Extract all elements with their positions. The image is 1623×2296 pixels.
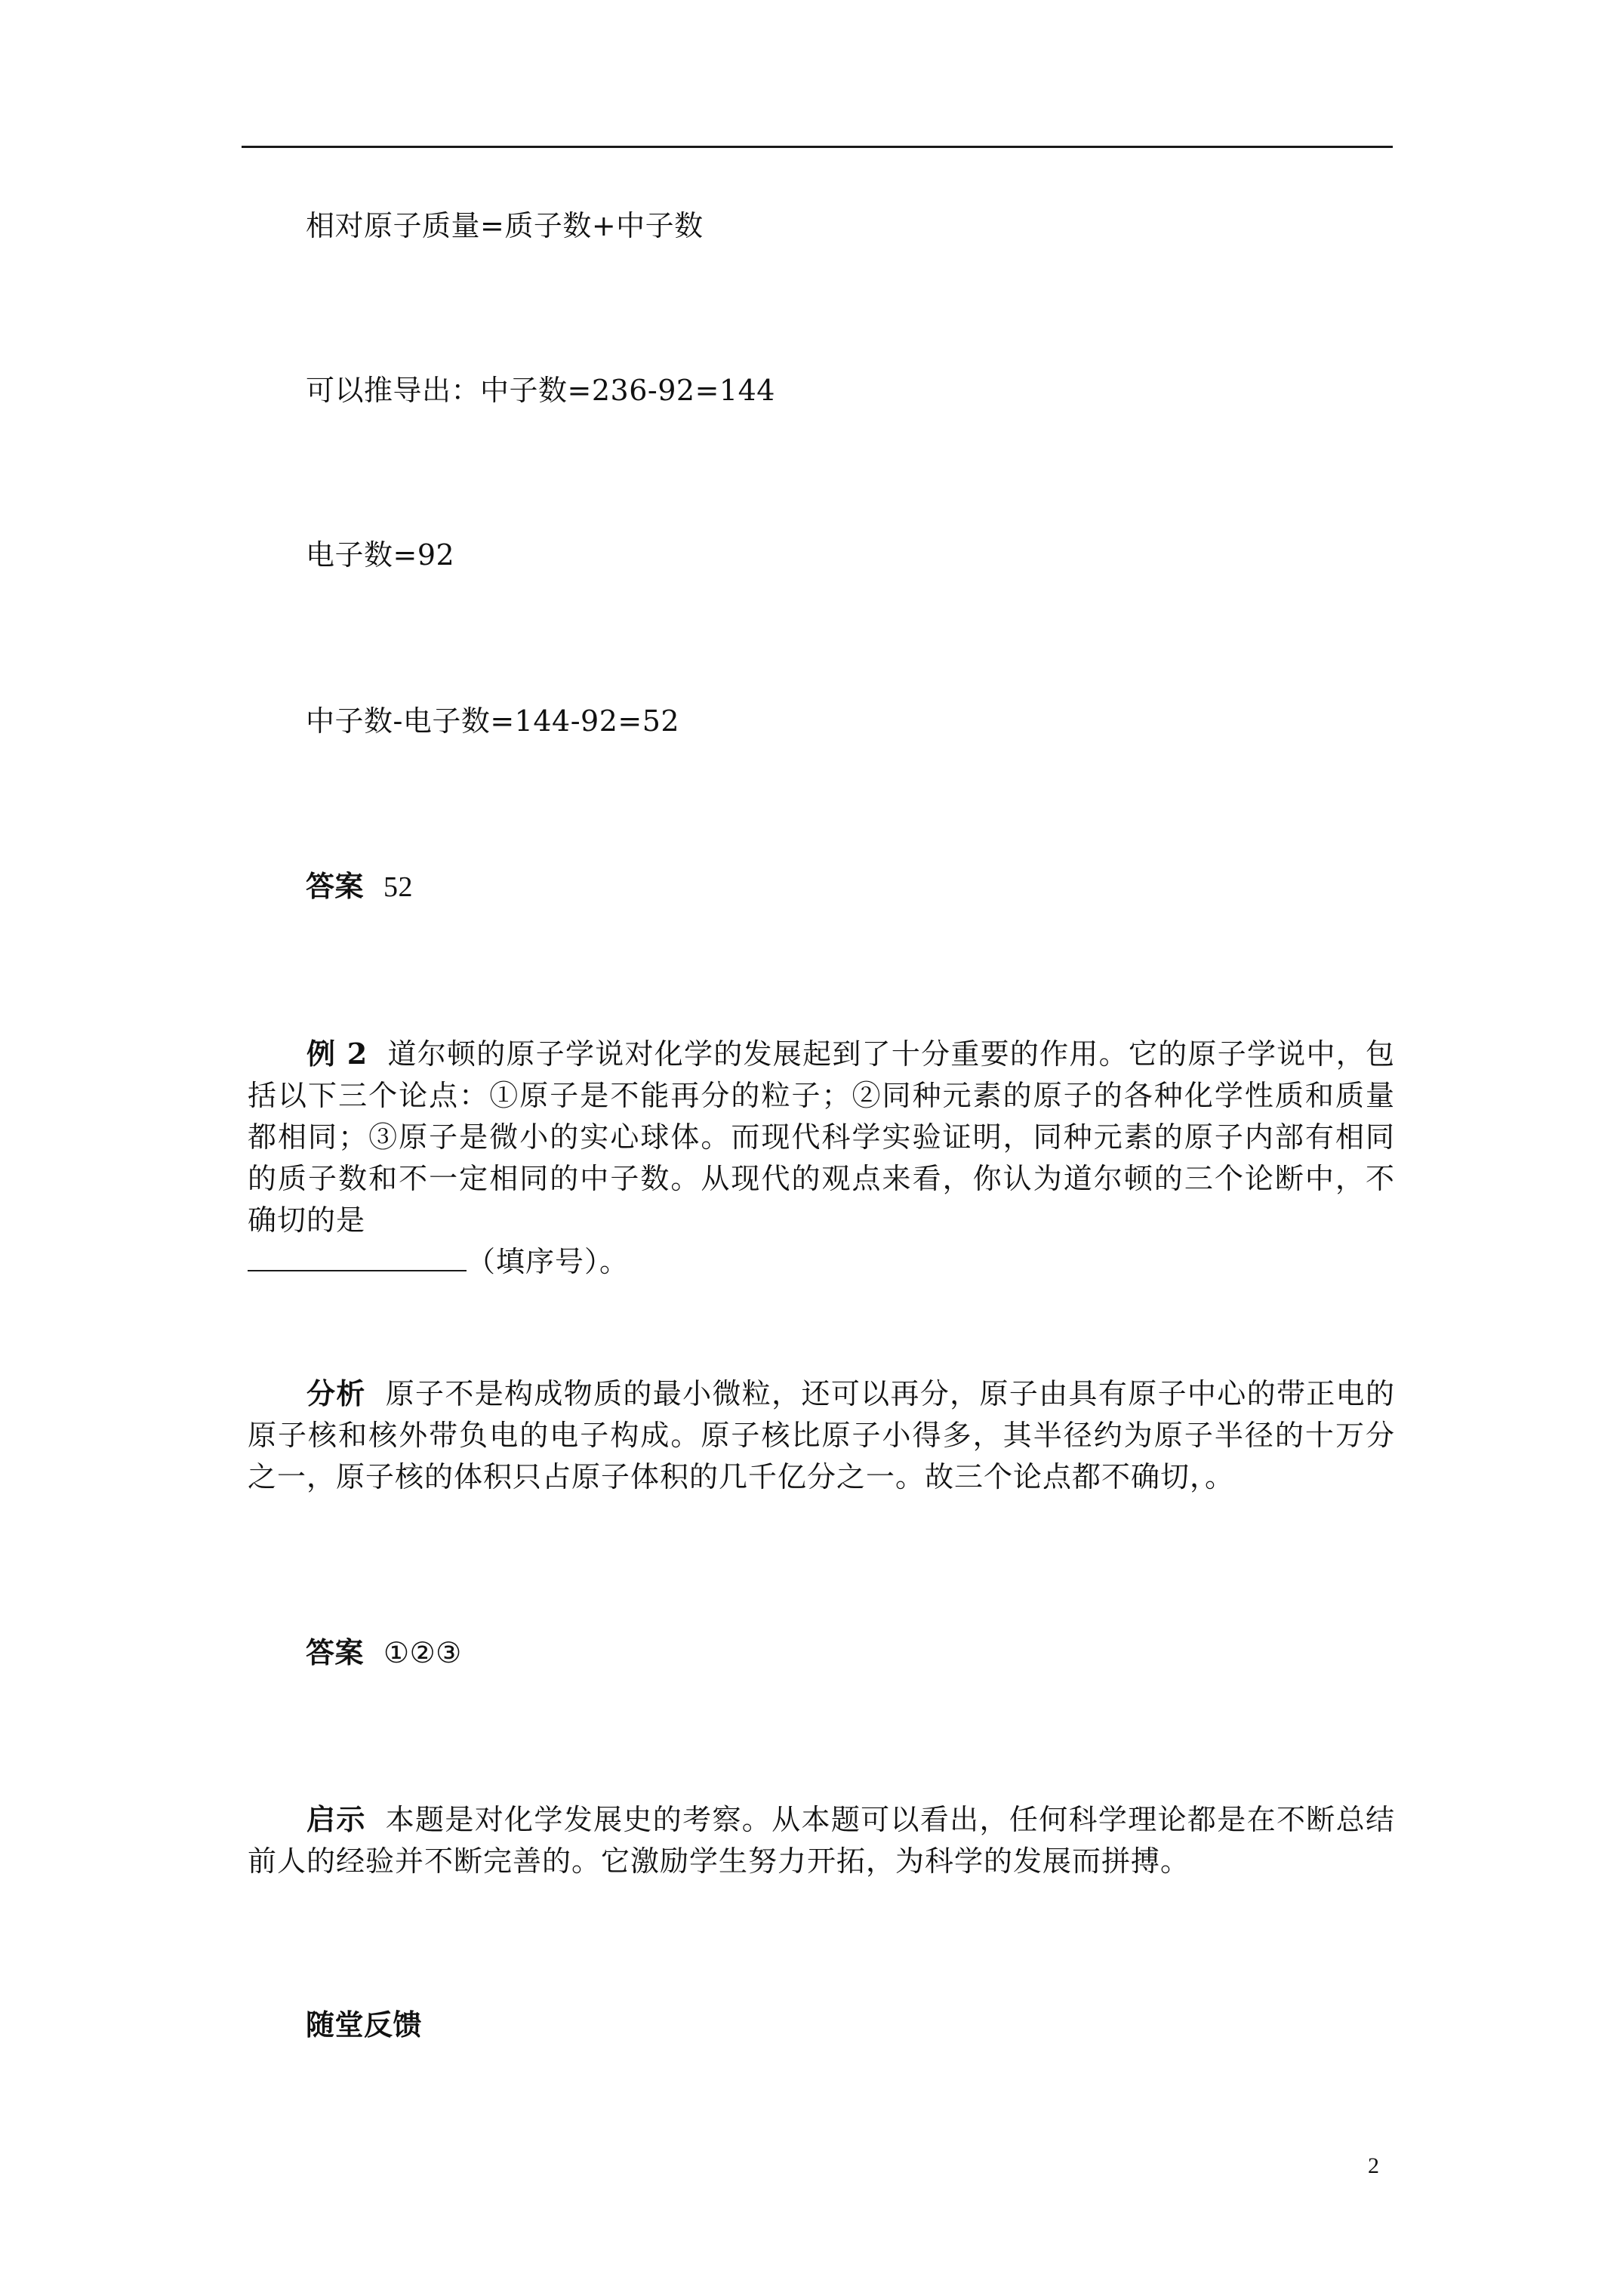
insight xyxy=(248,1798,1395,1882)
analysis-label: 分析 xyxy=(306,1376,366,1410)
answer-blank xyxy=(248,1244,467,1271)
header-rule xyxy=(242,146,1393,148)
example-2-label: 例 2 xyxy=(306,1037,368,1071)
analysis xyxy=(248,1373,1395,1498)
insight-text: 本题是对化学发展史的考察。从本题可以看出，任何科学理论都是在不断总结前人的经验并不断完善的。它激励学生努力开拓，为科学的发展而拼搏。 xyxy=(248,1803,1395,1878)
example-2-tail: （填序号）。 xyxy=(467,1245,630,1278)
answer-1 xyxy=(306,869,414,903)
example-2 xyxy=(248,1033,1395,1283)
section-heading: 随堂反馈 xyxy=(306,2008,423,2042)
formula-line: 相对原子质量=质子数+中子数 xyxy=(306,209,704,242)
answer-1-value: 52 xyxy=(383,871,414,903)
page-number: 2 xyxy=(1368,2153,1379,2178)
electrons-line: 电子数=92 xyxy=(306,538,455,572)
answer-2-value: ①②③ xyxy=(383,1636,462,1669)
example-2-text: 道尔顿的原子学说对化学的发展起到了十分重要的作用。它的原子学说中，包括以下三个论点：①原子是不能再分的粒子；②同种元素的原子的各种化学性质和质量都相同；③原子是微小的实心球体。而现代科学实验证明，同种元素的原子内部有相同的质子数和不一定相同的中子数。从现代的观点来看，你认为道尔顿的三个论断中，不确切的是 xyxy=(248,1037,1395,1237)
difference-line: 中子数-电子数=144-92=52 xyxy=(306,704,680,738)
derive-line: 可以推导出：中子数=236-92=144 xyxy=(306,374,775,407)
insight-label: 启示 xyxy=(306,1802,366,1836)
analysis-text: 原子不是构成物质的最小微粒，还可以再分，原子由具有原子中心的带正电的原子核和核外带负电的电子构成。原子核比原子小得多，其半径约为原子半径的十万分之一，原子核的体积只占原子体积的几千亿分之一。故三个论点都不确切，。 xyxy=(248,1377,1395,1493)
answer-2-label: 答案 xyxy=(306,1635,365,1669)
answer-2 xyxy=(306,1635,462,1669)
answer-1-label: 答案 xyxy=(306,869,365,903)
